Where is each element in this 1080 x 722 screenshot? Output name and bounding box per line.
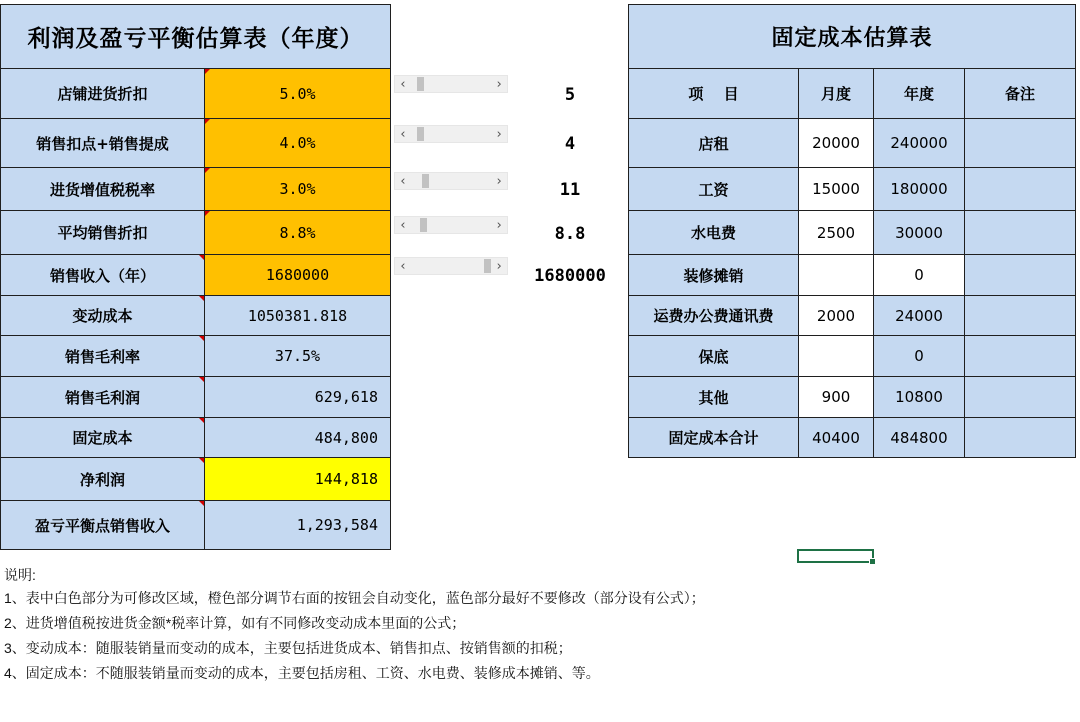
value-avg-sale-discount[interactable]: 8.8%: [204, 210, 391, 255]
scrollbar-vat[interactable]: [394, 172, 508, 190]
fixed-item-total[interactable]: 固定成本合计: [628, 417, 799, 458]
chevron-left-icon[interactable]: ‹: [399, 217, 407, 233]
value-gross-margin[interactable]: 37.5%: [204, 335, 391, 377]
fixed-item-freight-office[interactable]: 运费办公费通讯费: [628, 295, 799, 336]
scrollbar-thumb[interactable]: [417, 127, 424, 141]
scrollbar-value-discount: 5: [564, 85, 576, 105]
scrollbar-revenue[interactable]: [394, 257, 508, 275]
row-label-purchase-discount[interactable]: 店铺进货折扣: [0, 68, 205, 119]
fixed-note-rent[interactable]: [964, 118, 1076, 168]
fixed-item-wage[interactable]: 工资: [628, 167, 799, 211]
header-item[interactable]: 项 目: [628, 68, 799, 119]
fixed-note-freight-office[interactable]: [964, 295, 1076, 336]
chevron-left-icon[interactable]: ‹: [399, 173, 407, 189]
chevron-right-icon[interactable]: ›: [495, 217, 503, 233]
fixed-note-guarantee[interactable]: [964, 335, 1076, 377]
scrollbar-thumb[interactable]: [422, 174, 429, 188]
value-vat-rate[interactable]: 3.0%: [204, 167, 391, 211]
fixed-table-title[interactable]: 固定成本估算表: [628, 4, 1076, 69]
chevron-left-icon[interactable]: ‹: [399, 76, 407, 92]
fixed-item-decoration[interactable]: 装修摊销: [628, 254, 799, 296]
fixed-monthly-freight-office[interactable]: 2000: [798, 295, 874, 336]
profit-table-title[interactable]: 利润及盈亏平衡估算表（年度）: [0, 4, 391, 69]
chevron-right-icon[interactable]: ›: [495, 76, 503, 92]
fixed-monthly-other[interactable]: 900: [798, 376, 874, 418]
fixed-note-other[interactable]: [964, 376, 1076, 418]
fixed-monthly-utilities[interactable]: 2500: [798, 210, 874, 255]
header-monthly[interactable]: 月度: [798, 68, 874, 119]
fixed-item-other[interactable]: 其他: [628, 376, 799, 418]
chevron-right-icon[interactable]: ›: [495, 173, 503, 189]
scrollbar-value-sale-discount: 8.8: [554, 224, 586, 244]
notes-heading: 说明:: [4, 567, 36, 583]
scrollbar-sale-discount[interactable]: [394, 216, 508, 234]
note-line-3: 3、变动成本：随服装销量而变动的成本，主要包括进货成本、销售扣点、按销售额的扣税；: [4, 640, 572, 656]
row-label-variable-cost[interactable]: 变动成本: [0, 295, 205, 336]
fixed-note-decoration[interactable]: [964, 254, 1076, 296]
value-purchase-discount[interactable]: 5.0%: [204, 68, 391, 119]
chevron-right-icon[interactable]: ›: [495, 258, 503, 274]
fixed-yearly-wage[interactable]: 180000: [873, 167, 965, 211]
note-line-1: 1、表中白色部分为可修改区域，橙色部分调节右面的按钮会自动变化，蓝色部分最好不要修改（部分设有公式）；: [4, 590, 705, 606]
scrollbar-commission[interactable]: [394, 125, 508, 143]
fixed-note-utilities[interactable]: [964, 210, 1076, 255]
row-label-breakeven-revenue[interactable]: 盈亏平衡点销售收入: [0, 500, 205, 550]
fixed-note-total[interactable]: [964, 417, 1076, 458]
row-label-sales-commission[interactable]: 销售扣点+销售提成: [0, 118, 205, 168]
header-yearly[interactable]: 年度: [873, 68, 965, 119]
row-label-annual-revenue[interactable]: 销售收入（年）: [0, 254, 205, 296]
fixed-yearly-other[interactable]: 10800: [873, 376, 965, 418]
chevron-left-icon[interactable]: ‹: [399, 258, 407, 274]
note-line-4: 4、固定成本：不随服装销量而变动的成本，主要包括房租、工资、水电费、装修成本摊销、等。: [4, 665, 600, 681]
fixed-yearly-freight-office[interactable]: 24000: [873, 295, 965, 336]
value-net-profit[interactable]: 144,818: [204, 457, 391, 501]
value-annual-revenue[interactable]: 1680000: [204, 254, 391, 296]
value-gross-profit[interactable]: 629,618: [204, 376, 391, 418]
value-sales-commission[interactable]: 4.0%: [204, 118, 391, 168]
row-label-net-profit[interactable]: 净利润: [0, 457, 205, 501]
fixed-monthly-decoration[interactable]: [798, 254, 874, 296]
fixed-item-rent[interactable]: 店租: [628, 118, 799, 168]
row-label-fixed-cost[interactable]: 固定成本: [0, 417, 205, 458]
value-variable-cost[interactable]: 1050381.818: [204, 295, 391, 336]
fixed-monthly-wage[interactable]: 15000: [798, 167, 874, 211]
row-label-avg-sale-discount[interactable]: 平均销售折扣: [0, 210, 205, 255]
fixed-item-utilities[interactable]: 水电费: [628, 210, 799, 255]
row-label-vat-rate[interactable]: 进货增值税税率: [0, 167, 205, 211]
scrollbar-value-vat: 11: [559, 180, 581, 200]
scrollbar-thumb[interactable]: [417, 77, 424, 91]
fixed-yearly-rent[interactable]: 240000: [873, 118, 965, 168]
chevron-left-icon[interactable]: ‹: [399, 126, 407, 142]
chevron-right-icon[interactable]: ›: [495, 126, 503, 142]
value-breakeven-revenue[interactable]: 1,293,584: [204, 500, 391, 550]
fixed-monthly-rent[interactable]: 20000: [798, 118, 874, 168]
fixed-yearly-utilities[interactable]: 30000: [873, 210, 965, 255]
active-cell-selection[interactable]: [797, 549, 874, 563]
note-line-2: 2、进货增值税按进货金额*税率计算，如有不同修改变动成本里面的公式；: [4, 615, 466, 631]
scrollbar-value-revenue: 1680000: [534, 266, 606, 286]
scrollbar-value-commission: 4: [564, 134, 576, 154]
scrollbar-thumb[interactable]: [484, 259, 491, 273]
row-label-gross-margin[interactable]: 销售毛利率: [0, 335, 205, 377]
scrollbar-thumb[interactable]: [420, 218, 427, 232]
row-label-gross-profit[interactable]: 销售毛利润: [0, 376, 205, 418]
fixed-yearly-total[interactable]: 484800: [873, 417, 965, 458]
fixed-item-guarantee[interactable]: 保底: [628, 335, 799, 377]
value-fixed-cost[interactable]: 484,800: [204, 417, 391, 458]
fixed-yearly-guarantee[interactable]: 0: [873, 335, 965, 377]
fixed-monthly-guarantee[interactable]: [798, 335, 874, 377]
scrollbar-discount[interactable]: [394, 75, 508, 93]
fixed-monthly-total[interactable]: 40400: [798, 417, 874, 458]
header-note[interactable]: 备注: [964, 68, 1076, 119]
fixed-yearly-decoration[interactable]: 0: [873, 254, 965, 296]
fixed-note-wage[interactable]: [964, 167, 1076, 211]
